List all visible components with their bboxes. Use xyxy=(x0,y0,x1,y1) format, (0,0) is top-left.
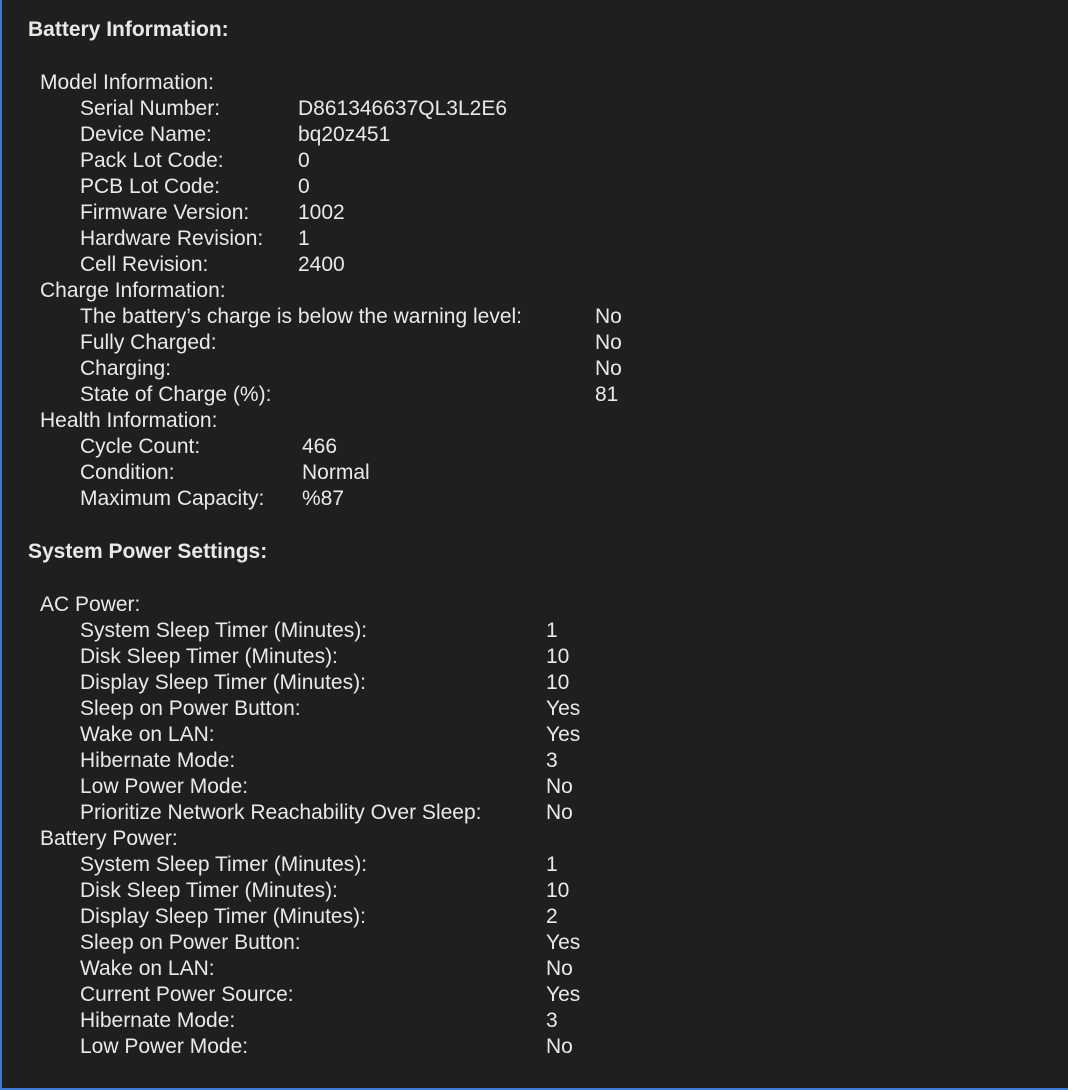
ac-power-heading: AC Power: xyxy=(40,593,141,616)
info-row xyxy=(80,356,1048,382)
info-value: 0 xyxy=(298,149,310,172)
info-row xyxy=(80,122,1048,148)
info-label: Condition: xyxy=(80,461,175,484)
info-label: Disk Sleep Timer (Minutes): xyxy=(80,645,338,668)
info-value: No xyxy=(595,357,622,380)
info-row xyxy=(80,670,1048,696)
info-value: Yes xyxy=(546,723,581,746)
info-row xyxy=(80,460,1048,486)
info-label: The battery’s charge is below the warning level: xyxy=(80,305,523,328)
info-label: System Sleep Timer (Minutes): xyxy=(80,619,368,642)
info-row xyxy=(80,800,1048,826)
info-row xyxy=(80,982,1048,1008)
info-value: No xyxy=(595,331,622,354)
info-value: 81 xyxy=(595,383,619,406)
info-label: Hibernate Mode: xyxy=(80,1009,236,1032)
info-label: Device Name: xyxy=(80,123,212,146)
info-value: Yes xyxy=(546,697,581,720)
info-value: 10 xyxy=(546,671,570,694)
info-value: No xyxy=(595,305,622,328)
info-label: Firmware Version: xyxy=(80,201,250,224)
info-value: D861346637QL3L2E6 xyxy=(298,97,508,120)
info-value: 1 xyxy=(546,619,558,642)
info-label: Sleep on Power Button: xyxy=(80,931,301,954)
charge-information-group xyxy=(28,304,1048,408)
info-label: Sleep on Power Button: xyxy=(80,697,301,720)
info-row xyxy=(80,748,1048,774)
info-label: Charging: xyxy=(80,357,172,380)
info-label: Hardware Revision: xyxy=(80,227,264,250)
info-label: Disk Sleep Timer (Minutes): xyxy=(80,879,338,902)
info-row xyxy=(80,618,1048,644)
info-label: Fully Charged: xyxy=(80,331,217,354)
info-row xyxy=(80,330,1048,356)
info-label: PCB Lot Code: xyxy=(80,175,221,198)
info-row xyxy=(80,148,1048,174)
battery-information-section xyxy=(28,70,1048,512)
info-value: 0 xyxy=(298,175,310,198)
info-row xyxy=(80,434,1048,460)
info-value: 3 xyxy=(546,1009,558,1032)
info-row xyxy=(80,382,1048,408)
info-value: 1 xyxy=(546,853,558,876)
info-row xyxy=(80,644,1048,670)
info-label: Low Power Mode: xyxy=(80,775,249,798)
info-row xyxy=(80,1008,1048,1034)
info-value: Yes xyxy=(546,983,581,1006)
info-label: Serial Number: xyxy=(80,97,221,120)
model-information-group xyxy=(28,96,1048,278)
info-label: Display Sleep Timer (Minutes): xyxy=(80,671,366,694)
info-label: Wake on LAN: xyxy=(80,957,215,980)
info-row xyxy=(80,304,1048,330)
battery-power-heading: Battery Power: xyxy=(40,827,178,850)
info-value: 10 xyxy=(546,645,570,668)
info-value: 2 xyxy=(546,905,558,928)
info-value: 1 xyxy=(298,227,310,250)
info-value: 3 xyxy=(546,749,558,772)
battery-power-group xyxy=(28,852,1048,1060)
info-value: 10 xyxy=(546,879,570,902)
health-information-heading: Health Information: xyxy=(40,409,218,432)
info-row xyxy=(80,774,1048,800)
info-value: 466 xyxy=(302,435,338,458)
info-label: Pack Lot Code: xyxy=(80,149,224,172)
section-spacer xyxy=(28,512,1048,538)
info-label: System Sleep Timer (Minutes): xyxy=(80,853,368,876)
info-row xyxy=(80,96,1048,122)
health-information-group xyxy=(28,434,1048,512)
info-label: Maximum Capacity: xyxy=(80,487,265,510)
info-value: No xyxy=(546,1035,573,1058)
info-label: Current Power Source: xyxy=(80,983,294,1006)
info-value: %87 xyxy=(302,487,345,510)
info-row xyxy=(80,252,1048,278)
info-row xyxy=(80,852,1048,878)
system-power-settings-section xyxy=(28,592,1048,1060)
info-label: State of Charge (%): xyxy=(80,383,272,406)
info-value: No xyxy=(546,801,573,824)
info-row xyxy=(80,226,1048,252)
info-label: Display Sleep Timer (Minutes): xyxy=(80,905,366,928)
info-label: Prioritize Network Reachability Over Sleep: xyxy=(80,801,482,824)
info-value: bq20z451 xyxy=(298,123,391,146)
info-row xyxy=(80,486,1048,512)
info-value: No xyxy=(546,775,573,798)
charge-information-heading: Charge Information: xyxy=(40,279,226,302)
info-row xyxy=(80,904,1048,930)
system-power-settings-heading: System Power Settings: xyxy=(28,540,268,563)
info-row xyxy=(80,1034,1048,1060)
info-value: 1002 xyxy=(298,201,345,224)
info-row xyxy=(80,174,1048,200)
info-label: Wake on LAN: xyxy=(80,723,215,746)
model-information-heading: Model Information: xyxy=(40,71,214,94)
info-label: Cycle Count: xyxy=(80,435,201,458)
info-row xyxy=(80,722,1048,748)
info-row xyxy=(80,696,1048,722)
report-content xyxy=(28,16,1048,1060)
info-row xyxy=(80,930,1048,956)
info-row xyxy=(80,956,1048,982)
battery-information-heading: Battery Information: xyxy=(28,18,229,41)
info-value: Yes xyxy=(546,931,581,954)
info-label: Low Power Mode: xyxy=(80,1035,249,1058)
ac-power-group xyxy=(28,618,1048,826)
info-value: Normal xyxy=(302,461,370,484)
info-label: Hibernate Mode: xyxy=(80,749,236,772)
info-row xyxy=(80,200,1048,226)
info-value: 2400 xyxy=(298,253,345,276)
info-label: Cell Revision: xyxy=(80,253,209,276)
info-row xyxy=(80,878,1048,904)
info-value: No xyxy=(546,957,573,980)
